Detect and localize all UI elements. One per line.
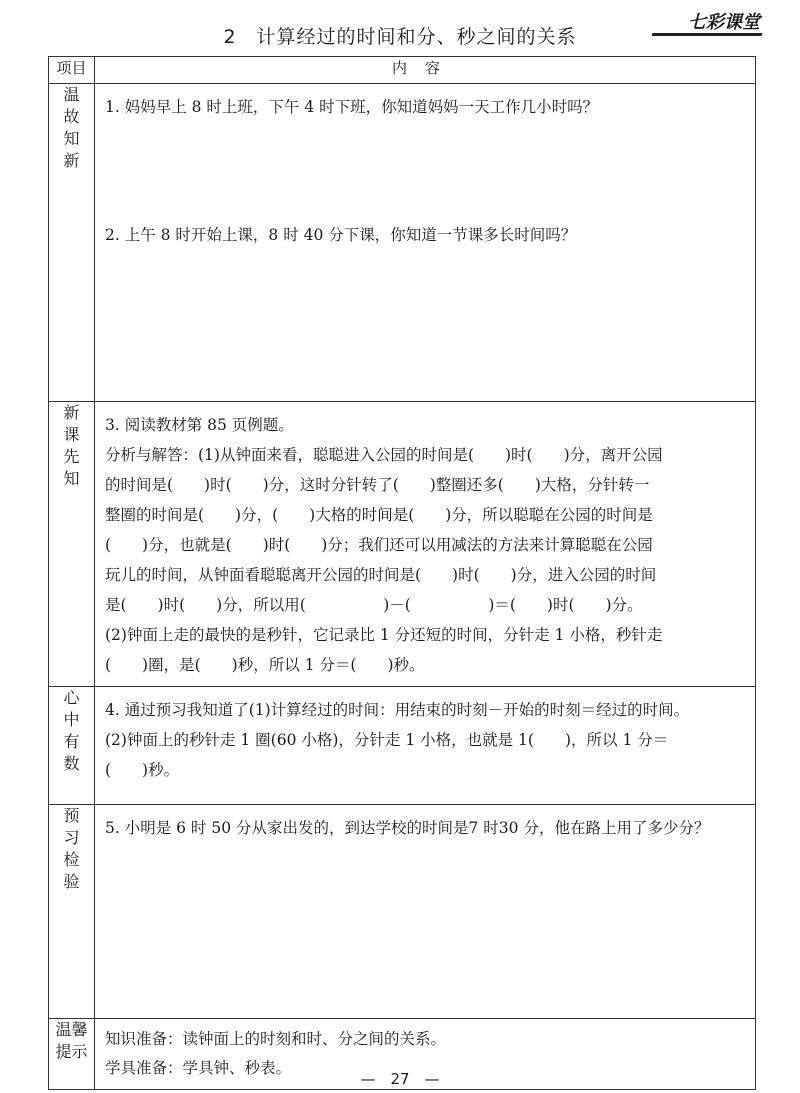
question-4: 4. 通过预习我知道了(1)计算经过的时间：用结束的时刻－开始的时刻＝经过的时间。	[105, 701, 690, 719]
section-label-summary: 心 中 有 数	[49, 687, 95, 805]
text-line: ( )秒。	[105, 761, 180, 779]
section-label-check: 预 习 检 验	[49, 805, 95, 1019]
column-header-item: 项目	[49, 57, 95, 84]
text-line: 整圈的时间是( )分，( )大格的时间是( )分，所以聪聪在公园的时间是	[105, 506, 653, 524]
text-line: 是( )时( )分，所以用( )－( )＝( )时( )分。	[105, 596, 643, 614]
text-line: (2)钟面上的秒针走 1 圈(60 小格)，分针走 1 小格，也就是 1( )，所以 1 分＝	[105, 731, 669, 749]
tip-tools: 学具准备：学具钟、秒表。	[105, 1059, 292, 1077]
text-line: ( )分，也就是( )时( )分；我们还可以用减法的方法来计算聪聪在公园	[105, 536, 653, 554]
brand-underline	[651, 33, 762, 36]
section-label-new-lesson: 新 课 先 知	[49, 402, 95, 687]
section-summary	[49, 687, 756, 805]
column-header-content: 内容	[95, 57, 756, 84]
text-line: 的时间是( )时( )分，这时分针转了( )整圈还多( )大格，分针转一	[105, 476, 650, 494]
text-line: ( )圈，是( )秒，所以 1 分＝( )秒。	[105, 656, 425, 674]
section-label-review: 温 故 知 新	[49, 84, 95, 402]
section-label-tips: 温馨 提示	[49, 1019, 95, 1090]
question-5: 5. 小明是 6 时 50 分从家出发的，到达学校的时间是7 时30 分，他在路上用了多少分？	[105, 819, 710, 837]
question-2: 2. 上午 8 时开始上课，8 时 40 分下课，你知道一节课多长时间吗？	[105, 226, 577, 244]
question-1: 1. 妈妈早上 8 时上班，下午 4 时下班，你知道妈妈一天工作几小时吗？	[105, 98, 599, 116]
question-3-title: 3. 阅读教材第 85 页例题。	[105, 416, 294, 434]
table-header-row	[49, 57, 756, 84]
tip-knowledge: 知识准备：读钟面上的时刻和时、分之间的关系。	[105, 1030, 447, 1048]
worksheet-table	[48, 56, 756, 1090]
text-line: 分析与解答：(1)从钟面来看，聪聪进入公园的时间是( )时( )分，离开公园	[105, 446, 663, 464]
brand-logo: 七彩课堂	[688, 12, 760, 33]
page-title: 2 计算经过的时间和分、秒之间的关系	[223, 26, 577, 48]
section-new-lesson	[49, 402, 756, 687]
page-number: — 27 —	[360, 1070, 440, 1088]
section-check	[49, 805, 756, 1019]
text-line: 玩儿的时间，从钟面看聪聪离开公园的时间是( )时( )分，进入公园的时间	[105, 566, 657, 584]
section-review	[49, 84, 756, 402]
text-line: (2)钟面上走的最快的是秒针，它记录比 1 分还短的时间，分针走 1 小格，秒针走	[105, 626, 663, 644]
